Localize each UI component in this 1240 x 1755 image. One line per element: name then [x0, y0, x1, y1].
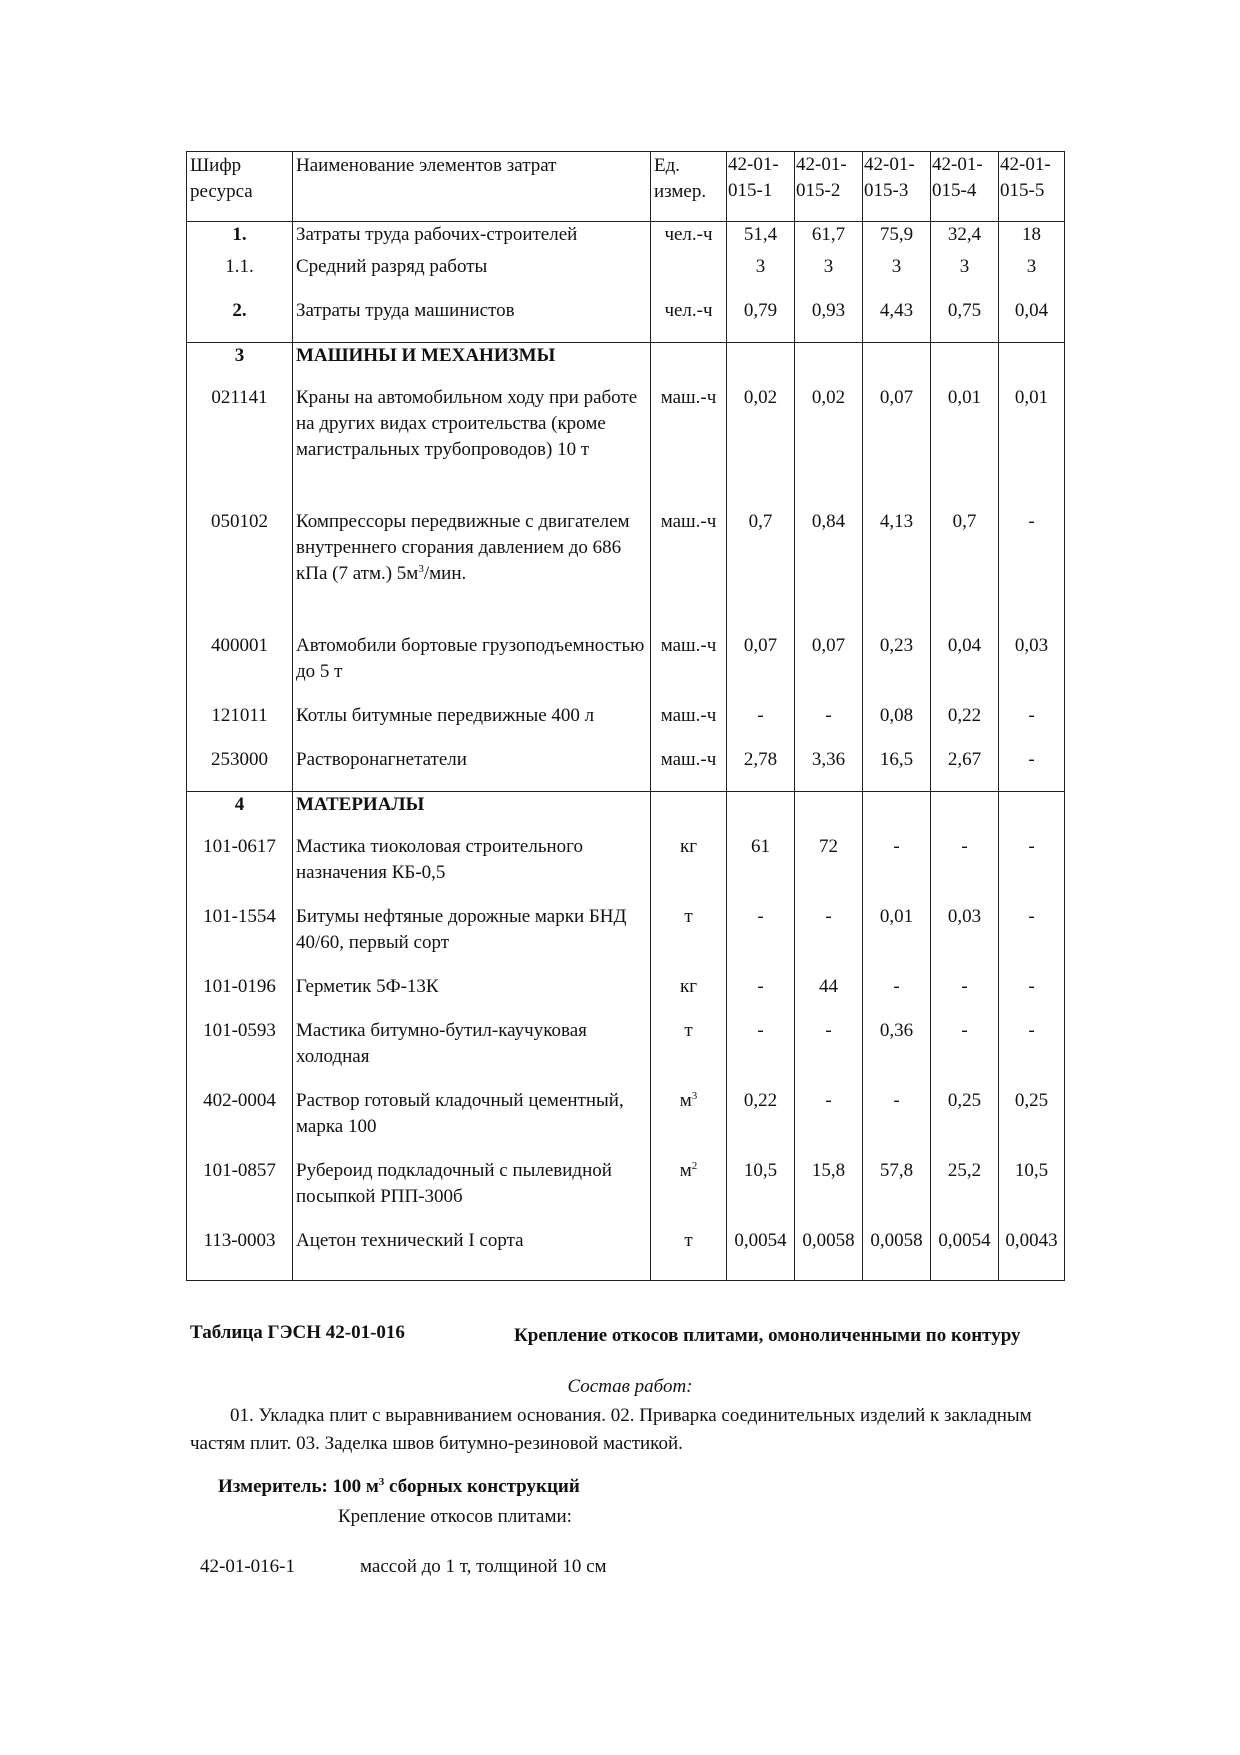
unit: маш.-ч: [660, 749, 717, 770]
table-row: [187, 1228, 1065, 1281]
header-cell: Ед. измер.: [651, 152, 727, 222]
value-cell: 0,0054: [727, 1228, 795, 1281]
table-row: [187, 385, 1065, 509]
value-cell: 0,25: [999, 1088, 1065, 1158]
table-header-row: [187, 152, 1065, 222]
value-cell: [727, 343, 795, 386]
unit-cell: [651, 633, 727, 703]
resource-name-cell: [293, 703, 651, 747]
value-cell: 61: [727, 834, 795, 904]
value-cell: 2,78: [727, 747, 795, 792]
value-cell: -: [863, 1088, 931, 1158]
works-text: 01. Укладка плит с выравниванием основания. 02. Приварка соединительных изделий к закладным частям плит. 03. Заделка швов битумно-резиновой мастикой.: [190, 1405, 1032, 1454]
value-cell: -: [727, 703, 795, 747]
value-cell: [931, 343, 999, 386]
resource-name-cell: [293, 792, 651, 835]
unit-cell: [651, 792, 727, 835]
norm-item-code: 42-01-016-1: [200, 1556, 295, 1577]
resource-name: Мастика битумно-бутил-каучуковая холодная: [296, 1020, 587, 1067]
resource-code-cell: 101-1554: [187, 904, 293, 974]
value-cell: 3: [795, 254, 863, 298]
resource-name-cell: [293, 222, 651, 255]
value-cell: -: [999, 974, 1065, 1018]
resource-code-cell: 101-0196: [187, 974, 293, 1018]
resource-name: Затраты труда рабочих-строителей: [296, 224, 578, 245]
value-cell: 3: [863, 254, 931, 298]
value-cell: 44: [795, 974, 863, 1018]
unit: т: [684, 1020, 693, 1041]
value-cell: 0,93: [795, 298, 863, 343]
unit-cell: [651, 1018, 727, 1088]
value-cell: 0,0058: [795, 1228, 863, 1281]
value-cell: -: [795, 703, 863, 747]
header-cell: 42-01-015-2: [795, 152, 863, 222]
table-caption-block: [190, 1322, 1070, 1378]
table-row: [187, 1158, 1065, 1228]
subtitle: Крепление откосов плитами:: [338, 1506, 572, 1527]
resource-code-cell: 4: [187, 792, 293, 835]
resource-name: Краны на автомобильном ходу при работе на других видах строительства (кроме магистральных трубопроводов) 10 т: [296, 387, 638, 460]
value-cell: 3: [931, 254, 999, 298]
value-cell: 0,07: [863, 385, 931, 509]
value-cell: 4,13: [863, 509, 931, 633]
value-cell: 10,5: [727, 1158, 795, 1228]
labor-section: [187, 222, 1065, 343]
value-cell: -: [999, 904, 1065, 974]
resource-code-cell: 101-0593: [187, 1018, 293, 1088]
resource-name-cell: [293, 974, 651, 1018]
value-cell: 0,08: [863, 703, 931, 747]
value-cell: 0,25: [931, 1088, 999, 1158]
resource-name: Раствор готовый кладочный цементный, марка 100: [296, 1090, 624, 1137]
value-cell: -: [795, 1018, 863, 1088]
value-cell: 4,43: [863, 298, 931, 343]
resource-code-cell: 402-0004: [187, 1088, 293, 1158]
unit-cell: [651, 509, 727, 633]
header-cell: 42-01-015-1: [727, 152, 795, 222]
resource-code-cell: 050102: [187, 509, 293, 633]
table-row: [187, 703, 1065, 747]
table-row: [187, 633, 1065, 703]
value-cell: 61,7: [795, 222, 863, 255]
unit: м: [679, 1090, 692, 1111]
resource-code-cell: 021141: [187, 385, 293, 509]
unit-cell: [651, 222, 727, 255]
value-cell: 0,22: [931, 703, 999, 747]
value-cell: 10,5: [999, 1158, 1065, 1228]
value-cell: 0,02: [795, 385, 863, 509]
resource-name-cell: [293, 509, 651, 633]
value-cell: [795, 343, 863, 386]
value-cell: 51,4: [727, 222, 795, 255]
machines-section: [187, 343, 1065, 792]
value-cell: -: [999, 703, 1065, 747]
resource-table: [186, 151, 1065, 1281]
table-title: Крепление откосов плитами, омоноличенными по контуру: [514, 1325, 1021, 1346]
value-cell: 0,01: [931, 385, 999, 509]
value-cell: -: [999, 834, 1065, 904]
unit-superscript: 2: [691, 1160, 698, 1172]
value-cell: 0,03: [931, 904, 999, 974]
value-cell: 0,22: [727, 1088, 795, 1158]
value-cell: -: [999, 747, 1065, 792]
resource-name: Растворонагнетатели: [296, 749, 467, 770]
value-cell: [863, 792, 931, 835]
value-cell: 0,0058: [863, 1228, 931, 1281]
table-row: [187, 222, 1065, 255]
value-cell: 0,02: [727, 385, 795, 509]
value-cell: 0,0054: [931, 1228, 999, 1281]
resource-name: Ацетон технический I сорта: [296, 1230, 524, 1251]
resource-code-cell: 3: [187, 343, 293, 386]
works-heading: Состав работ:: [567, 1376, 693, 1397]
resource-code-cell: 400001: [187, 633, 293, 703]
resource-name-cell: [293, 298, 651, 343]
resource-name: МАТЕРИАЛЫ: [296, 794, 425, 815]
value-cell: 0,79: [727, 298, 795, 343]
value-cell: 0,04: [999, 298, 1065, 343]
table-row: [187, 509, 1065, 633]
table-row: [187, 747, 1065, 792]
value-cell: -: [931, 1018, 999, 1088]
measure-prefix: Измеритель: 100 м: [218, 1476, 379, 1497]
resource-name: Средний разряд работы: [296, 256, 488, 277]
resource-code-cell: 1.1.: [187, 254, 293, 298]
value-cell: 0,01: [999, 385, 1065, 509]
header-cell: 42-01-015-4: [931, 152, 999, 222]
value-cell: 0,23: [863, 633, 931, 703]
name-superscript: 3: [418, 563, 424, 575]
resource-name: Автомобили бортовые грузоподъемностью до 5 т: [296, 635, 645, 682]
resource-name-cell: [293, 385, 651, 509]
unit-cell: [651, 703, 727, 747]
value-cell: -: [931, 974, 999, 1018]
resource-name-cell: [293, 904, 651, 974]
resource-name: Герметик 5Ф-13К: [296, 976, 439, 997]
unit: маш.-ч: [660, 635, 717, 656]
unit: чел.-ч: [664, 224, 713, 245]
value-cell: 0,07: [795, 633, 863, 703]
resource-name-cell: [293, 1088, 651, 1158]
resource-name-cell: [293, 633, 651, 703]
value-cell: 3: [727, 254, 795, 298]
norm-item-description: массой до 1 т, толщиной 10 см: [360, 1556, 607, 1577]
resource-name-cell: [293, 747, 651, 792]
resource-code-cell: 101-0857: [187, 1158, 293, 1228]
resource-name-cell: [293, 254, 651, 298]
unit-cell: [651, 747, 727, 792]
table-row: [187, 904, 1065, 974]
value-cell: 32,4: [931, 222, 999, 255]
value-cell: 2,67: [931, 747, 999, 792]
value-cell: -: [931, 834, 999, 904]
value-cell: 0,04: [931, 633, 999, 703]
value-cell: 0,36: [863, 1018, 931, 1088]
resource-code-cell: 113-0003: [187, 1228, 293, 1281]
value-cell: -: [999, 509, 1065, 633]
value-cell: -: [863, 974, 931, 1018]
resource-name: Затраты труда машинистов: [296, 300, 515, 321]
unit: маш.-ч: [660, 387, 717, 408]
table-label: Таблица ГЭСН 42-01-016: [190, 1322, 405, 1343]
resource-name: Компрессоры передвижные с двигателем внутреннего сгорания давлением до 686 кПа (7 атм.) 5м: [296, 511, 630, 584]
value-cell: 18: [999, 222, 1065, 255]
unit: м: [679, 1160, 692, 1181]
value-cell: 0,7: [727, 509, 795, 633]
value-cell: 0,84: [795, 509, 863, 633]
value-cell: -: [863, 834, 931, 904]
value-cell: -: [795, 904, 863, 974]
resource-name: Котлы битумные передвижные 400 л: [296, 705, 595, 726]
unit-cell: [651, 904, 727, 974]
resource-code-cell: 1.: [187, 222, 293, 255]
value-cell: -: [727, 974, 795, 1018]
resource-name: Мастика тиоколовая строительного назначения КБ-0,5: [296, 836, 583, 883]
table-row: [187, 834, 1065, 904]
value-cell: 75,9: [863, 222, 931, 255]
value-cell: [863, 343, 931, 386]
value-cell: -: [795, 1088, 863, 1158]
value-cell: -: [727, 1018, 795, 1088]
resource-code-cell: 2.: [187, 298, 293, 343]
value-cell: [727, 792, 795, 835]
header-cell: Шифр ресурса: [187, 152, 293, 222]
unit-cell: [651, 298, 727, 343]
unit-superscript: 3: [691, 1090, 698, 1102]
unit: т: [684, 906, 693, 927]
table-row: [187, 974, 1065, 1018]
measure-superscript: 3: [378, 1476, 385, 1488]
value-cell: 0,01: [863, 904, 931, 974]
table-row: [187, 298, 1065, 343]
table-row: [187, 343, 1065, 386]
resource-name: Битумы нефтяные дорожные марки БНД 40/60, первый сорт: [296, 906, 627, 953]
value-cell: 0,0043: [999, 1228, 1065, 1281]
unit-cell: [651, 834, 727, 904]
resource-name-cell: [293, 343, 651, 386]
unit: маш.-ч: [660, 705, 717, 726]
resource-name: МАШИНЫ И МЕХАНИЗМЫ: [296, 345, 556, 366]
resource-name: Рубероид подкладочный с пылевидной посыпкой РПП-300б: [296, 1160, 612, 1207]
unit: т: [684, 1230, 693, 1251]
unit: маш.-ч: [660, 511, 717, 532]
materials-section: [187, 792, 1065, 1281]
value-cell: [999, 792, 1065, 835]
table-row: [187, 1018, 1065, 1088]
value-cell: 3: [999, 254, 1065, 298]
value-cell: [795, 792, 863, 835]
value-cell: 0,07: [727, 633, 795, 703]
value-cell: 0,75: [931, 298, 999, 343]
unit-cell: [651, 1088, 727, 1158]
header-cell: Наименование элементов затрат: [293, 152, 651, 222]
unit-cell: [651, 254, 727, 298]
value-cell: 0,03: [999, 633, 1065, 703]
unit-cell: [651, 1228, 727, 1281]
unit-cell: [651, 343, 727, 386]
measure-unit: [218, 1476, 580, 1498]
measure-suffix: сборных конструкций: [384, 1476, 580, 1497]
table-row: [187, 254, 1065, 298]
value-cell: [931, 792, 999, 835]
resource-code-cell: 121011: [187, 703, 293, 747]
header-cell: 42-01-015-5: [999, 152, 1065, 222]
header-cell: 42-01-015-3: [863, 152, 931, 222]
resource-code-cell: 253000: [187, 747, 293, 792]
unit-cell: [651, 974, 727, 1018]
value-cell: 57,8: [863, 1158, 931, 1228]
value-cell: 15,8: [795, 1158, 863, 1228]
value-cell: 72: [795, 834, 863, 904]
resource-code-cell: 101-0617: [187, 834, 293, 904]
unit: кг: [679, 976, 698, 997]
resource-name-cell: [293, 1228, 651, 1281]
value-cell: 16,5: [863, 747, 931, 792]
value-cell: -: [727, 904, 795, 974]
resource-name-cell: [293, 834, 651, 904]
table-row: [187, 792, 1065, 835]
value-cell: [999, 343, 1065, 386]
unit: чел.-ч: [664, 300, 713, 321]
value-cell: 25,2: [931, 1158, 999, 1228]
value-cell: 3,36: [795, 747, 863, 792]
resource-name-cell: [293, 1018, 651, 1088]
unit: кг: [679, 836, 698, 857]
value-cell: -: [999, 1018, 1065, 1088]
table-row: [187, 1088, 1065, 1158]
unit-cell: [651, 1158, 727, 1228]
resource-name-cell: [293, 1158, 651, 1228]
unit-cell: [651, 385, 727, 509]
name-tail: /мин.: [423, 563, 467, 584]
value-cell: 0,7: [931, 509, 999, 633]
